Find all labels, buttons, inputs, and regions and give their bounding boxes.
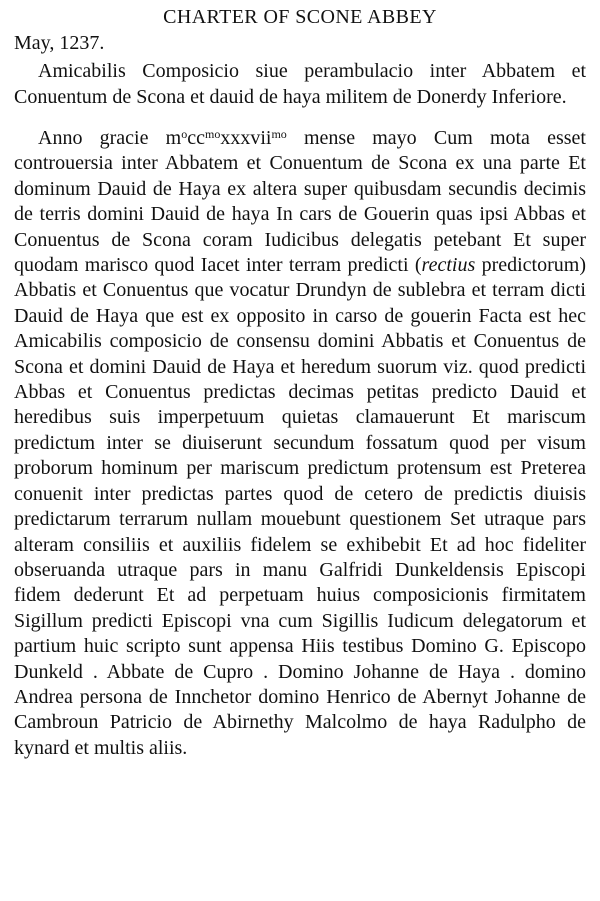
charter-abstract: Amicabilis Composicio siue perambulacio inter Abbatem et Conuentum de Scona et dauid de haya militem de Donerdy Inferiore.: [14, 60, 586, 108]
document-title: CHARTER OF SCONE ABBEY: [163, 6, 437, 28]
charter-text-part-1: mense mayo Cum mota esset controuersia inter Abbatem et Conuentum de Scona ex una parte Et dominum Dauid de Haya ex altera super quibusdam secundis decimis de terris domini Dauid de haya In cars de Gouerin quas ipsi Abbas et Conuentus de Scona coram Iudicibus delegatis petebant Et super quodam marisco quod Iacet inter terram predicti (: [14, 127, 586, 277]
superscript-mo-1: mo: [204, 127, 221, 141]
charter-text: [14, 126, 586, 761]
document-date: May, 1237.: [14, 32, 105, 54]
numeral-xxxvii: xxxvii: [220, 127, 272, 149]
superscript-mo-2: mo: [271, 127, 287, 141]
charter-text-part-2: predictorum) Abbatis et Conuentus que vocatur Drundyn de sublebra et terram dicti Dauid de Haya que est ex opposito in carso de gouerin Facta est hec Amicabilis composicio de consensu domini Abbatis et Conuentus de Scona et domini Dauid de Haya et heredum suorum viz. quod predicti Abbas et Conuentus predictas decimas petitas predicto Dauid et heredibus suis imperpetuum quietas clamauerunt Et mariscum predictum inter se diuiserunt secundum fossatum quod per visum proborum hominum per mariscum predictum protensum est Preterea conuenit inter predictas partes quod de cetero de predictis diuisis predictarum terrarum nullam mouebunt questionem Set utraque pars alteram consiliis et auxiliis fidelem se exhibebit Et ad hoc fideliter obseruanda utraque pars in manu Galfridi Dunkeldensis Episcopi fidem dederunt Et ad perpetuam huius composicionis firmitatem Sigillum predicti Episcopi vna cum Sigillis Iudicum delegatorum et partium huic scripto sunt appensa Hiis testibus Domino G. Episcopo Dunkeld . Abbate de Cupro . Domino Johanne de Haya . domino Andrea persona de Innchetor domino Henrico de Abernyt Johanne de Cambroun Patricio de Abirnethy Malcolmo de haya Radulpho de kynard et multis aliis.: [14, 254, 586, 759]
italic-editorial-note: rectius: [421, 254, 476, 277]
numeral-cc: cc: [187, 127, 205, 149]
superscript-o: o: [181, 127, 188, 141]
charter-opening: Anno gracie m: [38, 127, 182, 149]
